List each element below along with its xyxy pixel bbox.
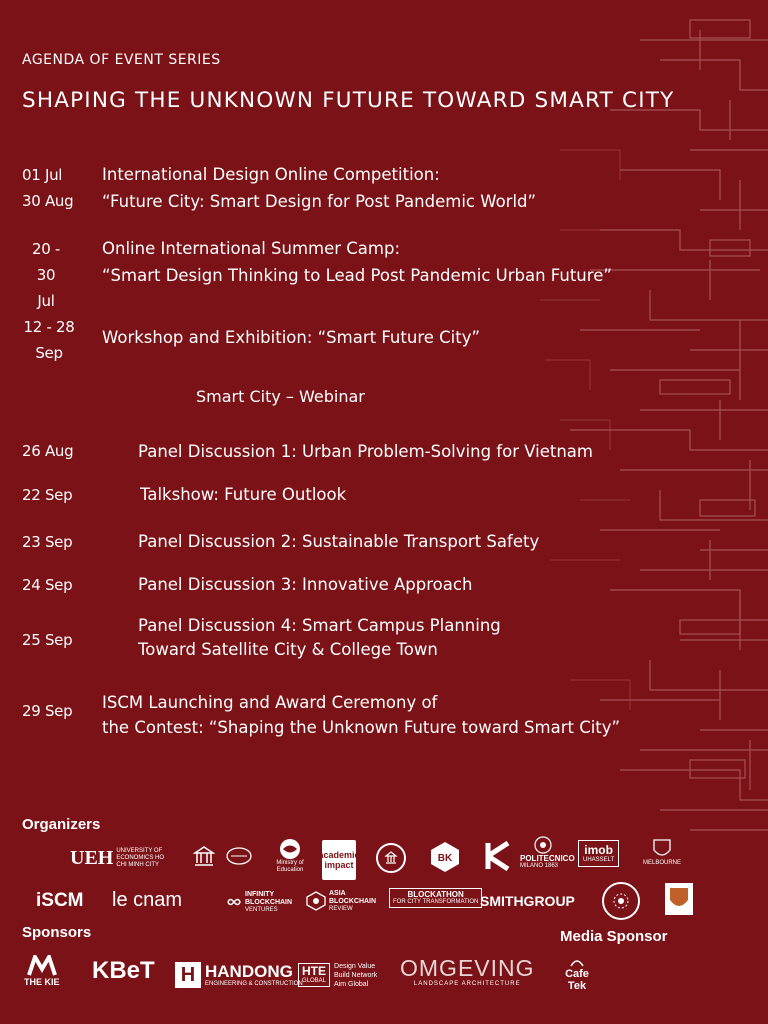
the-kie-logo: THE KIE [24,955,60,987]
k-brand-icon [482,840,516,872]
academic-impact-logo: academic impact [322,840,356,880]
iscm-logo: iSCM [36,890,84,911]
closing-event: ISCM Launching and Award Ceremony of the Contest: “Shaping the Unknown Future toward Smart City” [102,693,621,737]
handong-icon: H [175,962,201,988]
webinar-event-2: Talkshow: Future Outlook [140,485,347,504]
header-label: AGENDA OF EVENT SERIES [22,52,221,68]
unitwin-emblem-icon [224,842,254,870]
agenda-date-2: 20 - 30 Jul [31,240,61,310]
university-seal-icon [376,843,406,873]
webinar-heading: Smart City – Webinar [196,387,365,406]
kbet-logo: KBeT [92,957,155,984]
agenda-event-2: Online International Summer Camp: “Smart Design Thinking to Lead Post Pandemic Urban Future” [102,239,612,285]
smithgroup-logo: SMITHGROUP [480,893,575,909]
ueh-logo: UEH UNIVERSITY OF ECONOMICS HO CHI MINH CITY [70,846,165,869]
webinar-date-2: 22 Sep [22,486,73,504]
melbourne-logo: MELBOURNE [643,838,681,867]
politecnico-logo: POLITECNICO MILANO 1863 [520,836,575,870]
le-cnam-logo: le cnam [112,888,183,911]
webinar-date-1: 26 Aug [22,442,74,460]
media-sponsor-heading: Media Sponsor [560,928,668,945]
blockathon-logo: BLOCKATHON FOR CITY TRANSFORMATION [389,888,482,908]
closing-date: 29 Sep [22,702,73,720]
agenda-date-3: 12 - 28 Sep [23,318,75,362]
webinar-event-4: Panel Discussion 3: Innovative Approach [138,575,473,594]
page-title: SHAPING THE UNKNOWN FUTURE TOWARD SMART CITY [22,88,675,113]
omgeving-logo: OMGEVING LANDSCAPE ARCHITECTURE [400,955,535,987]
webinar-event-1: Panel Discussion 1: Urban Problem-Solving for Vietnam [138,442,593,461]
university-crest-icon [664,882,694,916]
webinar-date-4: 24 Sep [22,576,73,594]
infinity-blockchain-logo: INFINITY BLOCKCHAIN VENTURES [226,888,297,916]
agenda-event-3: Workshop and Exhibition: “Smart Future City” [102,328,481,347]
webinar-date-3: 23 Sep [22,533,73,551]
organizers-heading: Organizers [22,816,101,833]
bk-logo [428,840,462,874]
imob-uhasselt-logo: imob UHASSELT [578,840,619,867]
handong-logo: H HANDONG ENGINEERING & CONSTRUCTION [175,961,303,989]
agenda-date-1: 01 Jul 30 Aug [22,166,74,210]
asia-blockchain-review-logo: ASIA BLOCKCHAIN REVIEW [306,886,371,916]
webinar-event-5: Panel Discussion 4: Smart Campus Planning Toward Satellite City & College Town [138,616,501,659]
unesco-emblem-icon [192,842,216,870]
university-seal-round-icon [602,882,640,920]
bk-logo-text: BK [437,853,453,864]
ministry-of-education-logo: Ministry of Education [273,838,307,874]
hte-global-logo: HTE GLOBAL Design Value Build Network Aim Global [298,960,377,990]
agenda-event-1: International Design Online Competition: “Future City: Smart Design for Post Pandemic World” [102,165,537,211]
cafe-tek-logo: Cafe Tek [560,956,594,992]
sponsors-heading: Sponsors [22,924,92,941]
webinar-event-3: Panel Discussion 2: Sustainable Transport Safety [138,532,540,551]
webinar-date-5: 25 Sep [22,631,73,649]
